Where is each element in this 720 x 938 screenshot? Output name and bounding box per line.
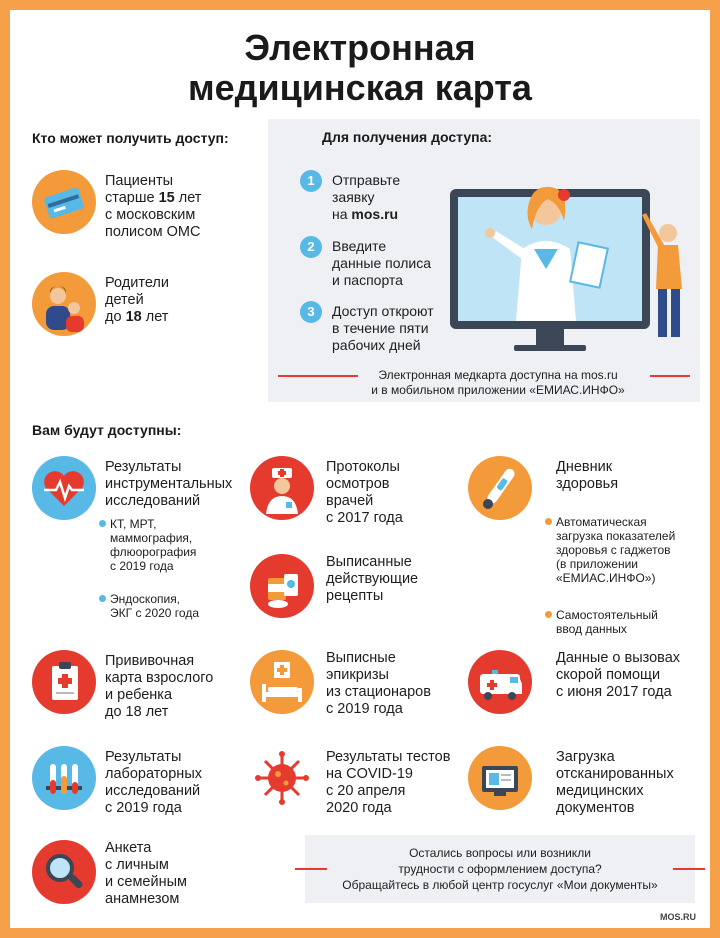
vaccination-card-icon <box>32 650 96 714</box>
magnifier-icon <box>32 840 96 904</box>
ambulance-icon <box>468 650 532 714</box>
lab-text: Результаты лабораторных исследований с 2019 года <box>105 749 202 816</box>
test-tubes-icon <box>32 746 96 810</box>
instrumental-text: Результаты инструментальных исследований <box>105 459 233 509</box>
nurse-icon <box>250 456 314 520</box>
access-who-heading: Кто может получить доступ: <box>32 130 229 146</box>
instrumental-bullet-1: КТ, МРТ, маммография, флюорография с 2019 года <box>110 517 196 573</box>
bullet-dot <box>99 520 106 527</box>
diary-text: Дневник здоровья <box>556 459 619 492</box>
instrumental-bullet-2: Эндоскопия, ЭКГ с 2020 года <box>110 592 199 620</box>
access-how-heading: Для получения доступа: <box>322 129 493 145</box>
step-3-badge: 3 <box>300 301 322 323</box>
thermometer-icon <box>468 456 532 520</box>
ambulance-text: Данные о вызовах скорой помощи с июня 2017 года <box>556 650 681 700</box>
bullet-dot <box>99 595 106 602</box>
help-box <box>305 835 695 903</box>
parent-child-icon <box>32 272 96 336</box>
help-text: Остались вопросы или возникли трудности с оформлением доступа? Обращайтесь в любой центр госуслуг «Мои документы» <box>342 846 658 892</box>
step-2-text: Введите данные полиса и паспорта <box>332 238 431 288</box>
protocols-text: Протоколы осмотров врачей с 2017 года <box>326 459 403 526</box>
scans-text: Загрузка отсканированных медицинских документов <box>556 749 674 816</box>
diary-bullet-1: Автоматическая загрузка показателей здоровья с гаджетов (в приложении «ЕМИАС.ИНФО») <box>556 515 675 585</box>
doctor-on-screen-illustration <box>436 149 696 369</box>
access-steps-panel <box>268 119 700 402</box>
mos-ru-logo: MOS.RU <box>660 912 696 922</box>
insurance-card-icon <box>32 170 96 234</box>
availability-note: Электронная медкарта доступна на mos.ru и в мобильном приложении «ЕМИАС.ИНФО» <box>371 368 625 397</box>
vaccination-text: Прививочная карта взрослого и ребенка до 18 лет <box>105 653 214 720</box>
anamnesis-text: Анкета с личным и семейным анамнезом <box>105 840 187 907</box>
title-line-1: Электронная <box>244 27 476 68</box>
available-heading: Вам будут доступны: <box>32 422 182 438</box>
step-1-badge: 1 <box>300 170 322 192</box>
bullet-dot <box>545 518 552 525</box>
prescriptions-text: Выписанные действующие рецепты <box>326 554 419 604</box>
heart-pulse-icon <box>32 456 96 520</box>
scanned-document-icon <box>468 746 532 810</box>
page-title <box>10 28 710 108</box>
infographic-sheet <box>10 10 710 928</box>
parents-text: Родители детей до 18 лет <box>105 275 169 325</box>
patients-text: Пациенты старше 15 лет с московским полисом ОМС <box>105 173 202 240</box>
diary-bullet-2: Самостоятельный ввод данных <box>556 608 658 636</box>
step-3-text: Доступ откроют в течение пяти рабочих дней <box>332 303 434 353</box>
step-2-badge: 2 <box>300 236 322 258</box>
discharge-text: Выписные эпикризы из стационаров с 2019 года <box>326 650 431 717</box>
step-1-text: Отправьте заявку на mos.ru <box>332 172 401 222</box>
title-line-2: медицинская карта <box>188 67 532 108</box>
prescription-pills-icon <box>250 554 314 618</box>
covid-text: Результаты тестов на COVID-19 с 20 апреля 2020 года <box>326 749 451 816</box>
hospital-bed-icon <box>250 650 314 714</box>
virus-icon <box>250 746 314 810</box>
bullet-dot <box>545 611 552 618</box>
